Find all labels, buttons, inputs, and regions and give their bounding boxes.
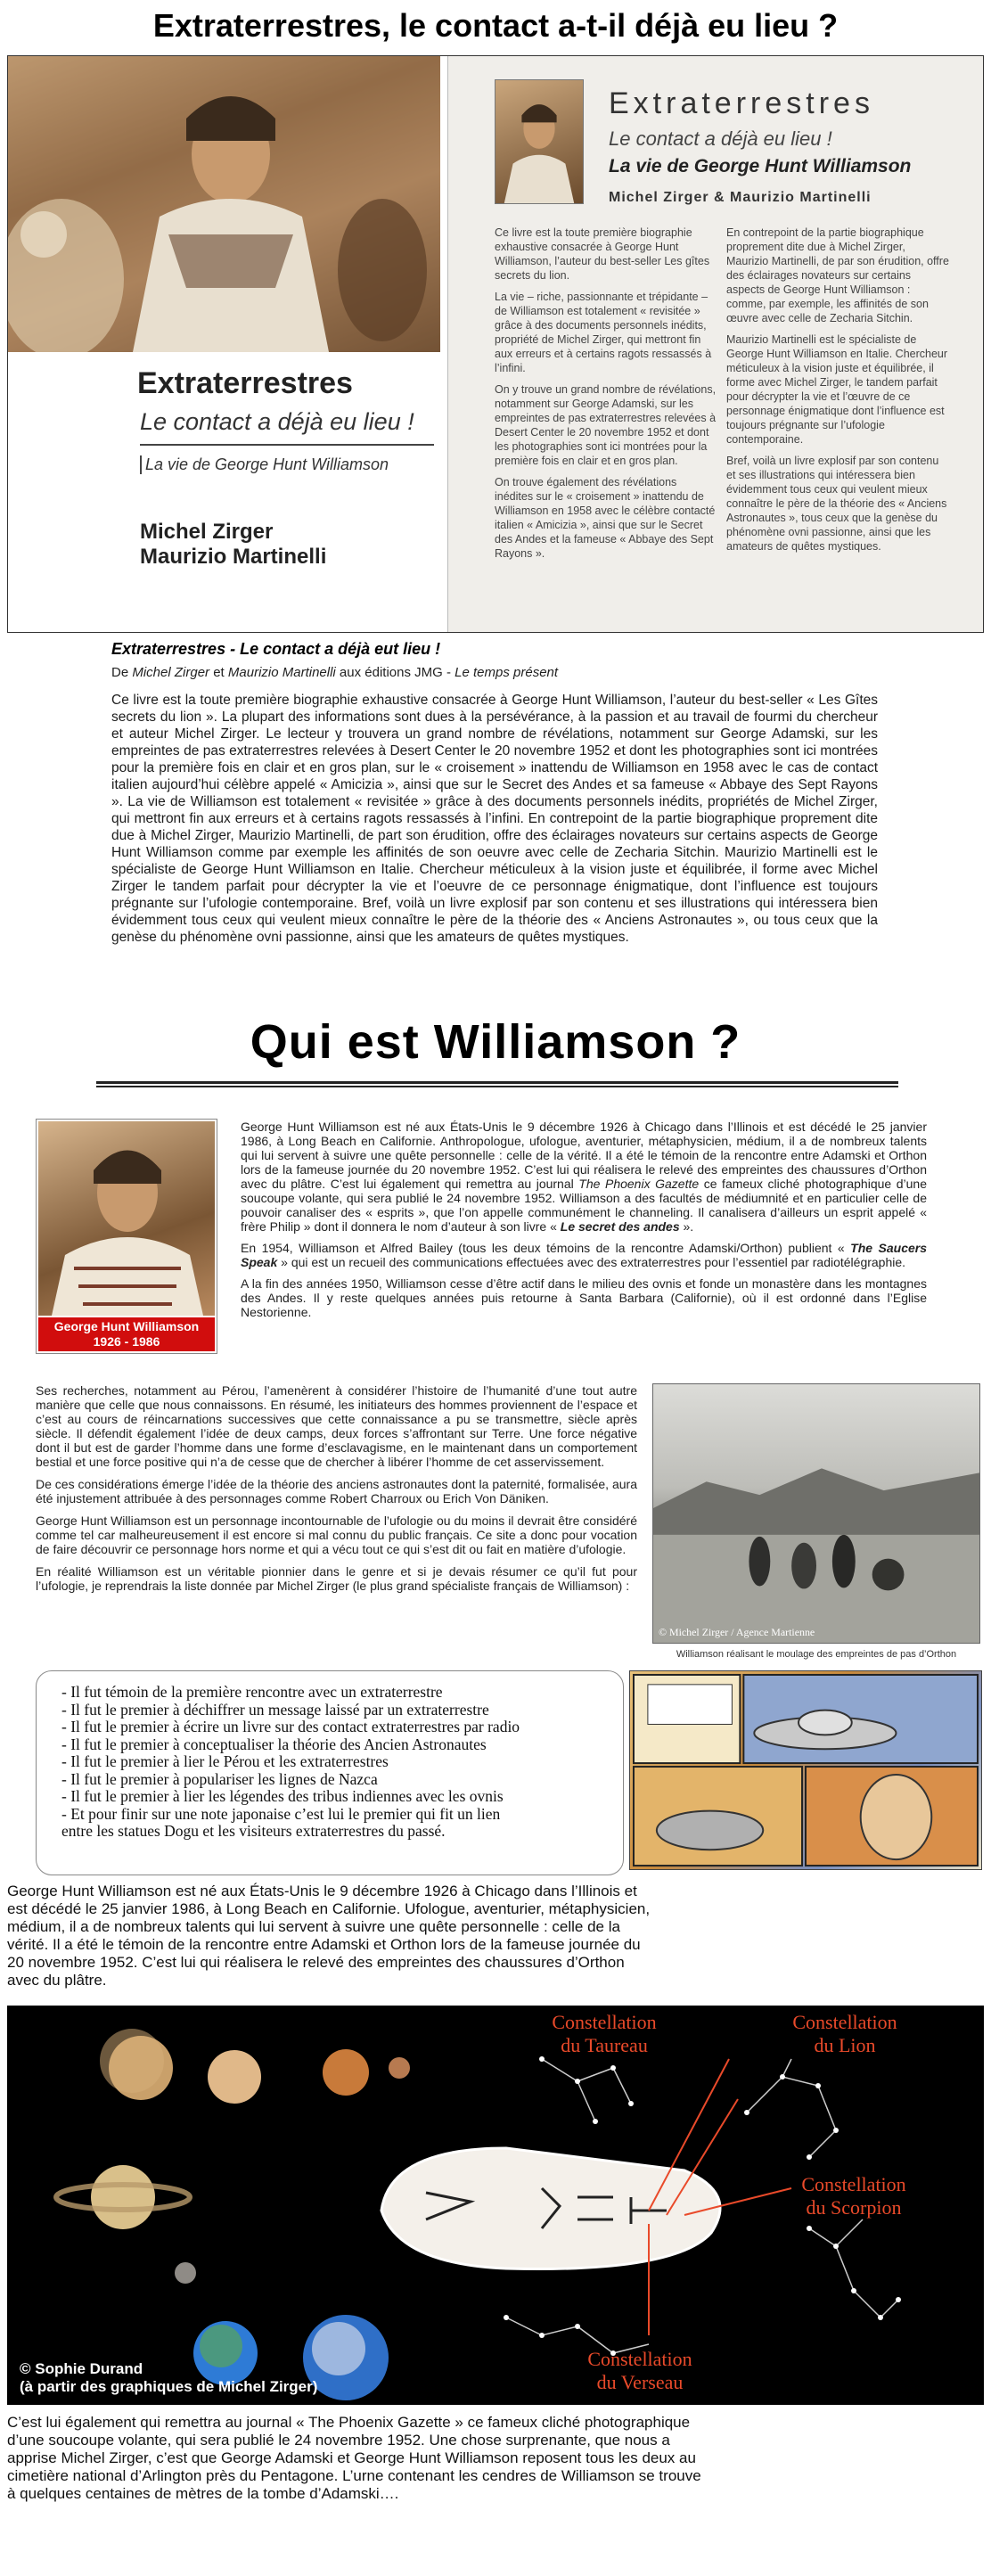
front-cover-photo bbox=[8, 56, 440, 352]
back-cover-authors: Michel Zirger & Maurizio Martinelli bbox=[609, 190, 872, 205]
front-cover-author2: Maurizio Martinelli bbox=[140, 545, 327, 569]
scorpio-label bbox=[756, 2173, 952, 2219]
taurus-label bbox=[506, 2011, 702, 2057]
section-title: Qui est Williamson ? bbox=[250, 1015, 741, 1069]
bio-text: ce fameux cliché photographique d’une soucoupe volante, qui sera publié le 24 novembre 1952. Williamson a des facultés de médiumnité et en particulier celle de pouvoir canaliser des « esprits », que l’on appelle communément le channeling. Il canalisera d’ailleurs un esprit appelé « frère Philip » dont il donnera le nom d’auteur à son livre « bbox=[241, 1177, 927, 1234]
comic-illustration bbox=[629, 1670, 982, 1870]
book-cover-banner bbox=[7, 55, 984, 633]
front-cover-life: La vie de George Hunt Williamson bbox=[140, 455, 434, 474]
byline-publisher: aux éditions JMG - bbox=[335, 665, 455, 680]
image-credit-line1: © Sophie Durand bbox=[20, 2360, 143, 2377]
back-cover-paragraph: Ce livre est la toute première biographie exhaustive consacrée à George Hunt Williamson, l’auteur du best-seller Les gîtes secrets du lion. bbox=[495, 226, 710, 282]
bio-text: ». bbox=[679, 1219, 694, 1234]
theory-paragraph: En réalité Williamson est un véritable pionnier dans le genre et si je devais résumer ce qu’il fut pour l’ufologie, je reprendrais la liste donnée par Michel Zirger (le plus grand spécialiste français de Williamson) : bbox=[36, 1564, 637, 1593]
back-cover-column-left bbox=[495, 226, 717, 568]
front-cover-subtitle: Le contact a déjà eu lieu ! bbox=[140, 408, 414, 435]
scorpio-label-line1: Constellation bbox=[801, 2173, 906, 2195]
front-cover bbox=[8, 56, 440, 632]
page-title: Extraterrestres, le contact a-t-il déjà eu lieu ? bbox=[152, 7, 839, 44]
leo-label-line2: du Lion bbox=[814, 2034, 876, 2056]
intro-text: Ce livre est la toute première biographie exhaustive consacrée à George Hunt Williamson, l’auteur du best-seller « Les Gîtes secrets du lion ». La plupart des informations sont dues à la persévérance, à la passion et au travail de fourmi du chercheur et auteur Michel Zirger. Le lecteur y trouvera un grand nombre de révélations, notamment sur George Adamski, sur les empreintes de pas extraterrestres relevées à Desert Center le 20 novembre 1952 et dont les photographies sont ici montrées pour la première fois en clair et en gros plan, sur le « croisement » inattendu de Williamson en 1958 avec le cas de contact italien aujourd’hui célèbre appelé « Amicizia », ainsi que sur le Secret des Andes et sa fameuse « Abbaye des Sept Rayons ». La vie de Williamson est totalement « revisitée » grâce à des documents personnels inédits, propriétés de Michel Zirger, qui mettront fin aux erreurs et à certains ragots ressassés à l’infini. En contrepoint de la partie biographique proprement dite due à Michel Zirger, Maurizio Martinelli, de part son érudition, offre des éclairages novateurs sur certains aspects de George Hunt Williamson comme par exemple les affinités de son oeuvre avec celle de Zecharia Sitchin. Maurizio Martinelli est le spécialiste de George Hunt Williamson en Italie. Chercheur méticuleux à la vision juste et équilibrée, il forme avec Michel Zirger le tandem parfait pour décrypter la vie et l’oeuvre de ce personnage énigmatique, dont l’influence est toujours prégnante sur l’ufologie contemporaine. Bref, voilà un livre explosif par son contenu et ses illustrations qui intéressera bien évidemment tous ceux qui veulent mieux connaître le père de la théorie des « Anciens Astronautes », ou tous ceux que la genèse du phénomène ovni passionne, ainsi que les amateurs de quêtes mystiques. bbox=[111, 693, 878, 945]
aquarius-label bbox=[542, 2348, 738, 2394]
bio-book: The Saucers Speak bbox=[241, 1241, 928, 1269]
theory-paragraph: De ces considérations émerge l’idée de la théorie des anciens astronautes dont la paternité, formalisée, aura été injustement attribuée à des personnages comme Robert Charroux ou Erich Von Däniken. bbox=[36, 1477, 637, 1505]
photo-credit: © Michel Zirger / Agence Martienne bbox=[658, 1626, 815, 1639]
taurus-label-line1: Constellation bbox=[552, 2011, 657, 2033]
portrait-name: George Hunt Williamson bbox=[53, 1319, 200, 1333]
back-cover bbox=[447, 56, 983, 632]
desert-photo-caption: Williamson réalisant le moulage des empreintes de pas d’Orthon bbox=[676, 1649, 957, 1660]
list-item: - Il fut le premier à conceptualiser la théorie des Ancien Astronautes bbox=[61, 1735, 487, 1753]
leo-label bbox=[747, 2011, 943, 2057]
list-item: - Et pour finir sur une note japonaise c’est lui le premier qui fit un lien bbox=[61, 1804, 501, 1823]
bio-paragraph: A la fin des années 1950, Williamson cesse d’être actif dans le milieu des ovnis et fonde un monastère dans les montagnes des Andes. Il y reste quelques années puis retourne à Santa Barbara (Californie), où il est ordonné dans l’Eglise Nestorienne. bbox=[241, 1276, 927, 1319]
back-cover-paragraph: On trouve également des révélations inédites sur le « croisement » inattendu de Williamson en 1958 avec le célèbre contacté italien « Amicizia », ainsi que sur le Secret des Andes et la fameuse « Abbaye des Sept Rayons ». bbox=[495, 476, 716, 560]
list-item: - Il fut le premier à populariser les lignes de Nazca bbox=[61, 1769, 378, 1788]
byline-author1: Michel Zirger bbox=[132, 665, 210, 680]
back-cover-paragraph: La vie – riche, passionnante et trépidante – de Williamson est totalement « revisitée » grâce à des documents personnels inédits, propriété de Michel Zirger, qui mettront fin aux erreurs et à certains ragots ressassés à l’infini. bbox=[495, 291, 712, 374]
intro-byline bbox=[111, 665, 558, 680]
aquarius-label-line2: du Verseau bbox=[596, 2371, 684, 2393]
front-cover-author1: Michel Zirger bbox=[140, 520, 274, 544]
closing-text: C’est lui également qui remettra au journal « The Phoenix Gazette » ce fameux cliché photographique d’une soucoupe volante, qui sera publié le 24 novembre 1952. Une chose surprenante, que nous a apprise Michel Zirger, c’est que George Adamski et George Hunt Williamson reposent tous les deux au cimetière national d’Arlington près du Pentagone. L’urne contenant les cendres de Williamson se trouve à quelques centaines de mètres de la tombe d’Adamski…. bbox=[7, 2414, 701, 2502]
bio-paragraph bbox=[241, 1241, 927, 1269]
portrait-photo bbox=[38, 1121, 215, 1316]
theory-paragraph: George Hunt Williamson est un personnage incontournable de l’ufologie ou du moins il devrait être considéré comme tel car malheureusement il est encore si mal connu du public français. Ce site a donc pour vocation de faire découvrir ce personnage hors norme et qui a vécu tout ce qui s’est dit ou fait en matière d’ufologie. bbox=[36, 1514, 637, 1556]
double-rule bbox=[96, 1081, 898, 1087]
theory-paragraph: Ses recherches, notamment au Pérou, l’amenèrent à considérer l’histoire de l’humanité d’une tout autre manière que celle que nous connaissons. En résumé, les initiateurs des hommes proviennent de l’espace et c’est au cours de réincarnations successives que cette connaissance a pu se transmettre, siècle après siècle. Il défendit également l’idée de deux camps, deux forces s’affrontant sur Terre. Une force négative dont il but est de garder l’homme dans une forme d’esclavagisme, en le maintenant dans un comportement bestial et une force positive qui n’a de cesse que de chercher à libérer l’homme de cet asservissement. bbox=[36, 1383, 637, 1469]
front-cover-authors bbox=[140, 520, 326, 570]
byline-prefix: De bbox=[111, 665, 133, 680]
portrait bbox=[36, 1119, 217, 1354]
list-item: entre les statues Dogu et les visiteurs extraterrestres du passé. bbox=[61, 1822, 446, 1840]
byline-collection: Le temps présent bbox=[455, 665, 559, 680]
back-cover-paragraph: Bref, voilà un livre explosif par son contenu et ses illustrations qui intéressera bien évidemment tous ceux qui veulent mieux connaître le père de la théorie des « Anciens Astronautes », tous ceux que la genèse du phénomène ovni passionne, ainsi que les amateurs de quêtes mystiques. bbox=[726, 455, 947, 553]
image-credit-line2: (à partir des graphiques de Michel Zirger) bbox=[20, 2378, 318, 2395]
image-credit bbox=[20, 2360, 483, 2396]
portrait-caption bbox=[38, 1317, 215, 1351]
back-cover-title: Extraterrestres bbox=[609, 86, 874, 120]
back-cover-column-right bbox=[726, 226, 949, 561]
list-item: - Il fut le premier à écrire un livre sur des contact extraterrestres par radio bbox=[61, 1718, 520, 1735]
bio-text: » qui est un recueil des communications effectuées avec des extraterrestres pour l’essentiel par radiotélégraphie. bbox=[277, 1255, 906, 1269]
back-cover-paragraph: En contrepoint de la partie biographique proprement dite due à Michel Zirger, Maurizio Martinelli, de par son érudition, offre des éclairages novateurs sur certains aspects de George Hunt Williamson : comme, par exemple, les affinités de son œuvre avec celle de Zecharia Sitchin. bbox=[726, 226, 949, 324]
taurus-label-line2: du Taureau bbox=[561, 2034, 648, 2056]
back-cover-photo bbox=[495, 79, 584, 204]
bio-text: En 1954, Williamson et Alfred Bailey (tous les deux témoins de la rencontre Adamski/Orthon) publient « bbox=[241, 1241, 851, 1255]
theory-text bbox=[36, 1383, 637, 1601]
byline-author2: Maurizio Martinelli bbox=[227, 665, 336, 680]
pioneer-list bbox=[36, 1670, 624, 1875]
list-item: - Il fut le premier à déchiffrer un message laissé par un extraterrestre bbox=[61, 1700, 489, 1719]
scorpio-label-line2: du Scorpion bbox=[806, 2196, 902, 2219]
back-cover-paragraph: On y trouve un grand nombre de révélations, notamment sur George Adamski, sur les empreintes de pas extraterrestres relevées à Desert Center le 20 novembre 1952 et dont les photographies sont ici montrées pour la première fois en clair et en gros plan. bbox=[495, 383, 717, 467]
list-item: - Il fut le premier à lier les légendes des tribus indiennes avec les ovnis bbox=[61, 1787, 504, 1805]
portrait-dates: 1926 - 1986 bbox=[93, 1334, 160, 1349]
bio-book: Le secret des andes bbox=[560, 1219, 680, 1234]
back-cover-paragraph: Maurizio Martinelli est le spécialiste de George Hunt Williamson en Italie. Chercheur méticuleux à la vision juste et équilibrée, il forme avec Michel Zirger, le tandem parfait pour décrypter la vie et l’œuvre de ce personnage énigmatique dont l’influence est toujours prégnante sur l’ufologie contemporaine. bbox=[726, 333, 948, 446]
biography bbox=[241, 1120, 927, 1326]
constellation-graphic bbox=[7, 2006, 984, 2405]
bio-journal: The Phoenix Gazette bbox=[578, 1177, 700, 1191]
leo-label-line1: Constellation bbox=[792, 2011, 897, 2033]
back-cover-subtitle: Le contact a déjà eu lieu ! bbox=[609, 127, 832, 150]
divider bbox=[140, 444, 434, 446]
list-item: - Il fut le premier à lier le Pérou et les extraterrestres bbox=[61, 1752, 389, 1770]
aquarius-label-line1: Constellation bbox=[587, 2348, 692, 2370]
summary-text: George Hunt Williamson est né aux États-Unis le 9 décembre 1926 à Chicago dans l’Illinois et est décédé le 25 janvier 1986, à Long Beach en Californie. Ufologue, aventurier, métaphysicien, médium, il a de nombreux talents qui lui servent à suivre une quête personnelle : celle de la vérité. Il a été le témoin de la rencontre entre Adamski et Orthon lors de la fameuse journée du 20 novembre 1952. C’est lui qui réalisera le relevé des empreintes des chaussures d’Orthon avec du plâtre. bbox=[7, 1883, 651, 1989]
intro-heading: Extraterrestres - Le contact a déjà eut lieu ! bbox=[111, 640, 441, 658]
back-cover-life: La vie de George Hunt Williamson bbox=[609, 156, 912, 176]
bio-paragraph bbox=[241, 1120, 927, 1234]
list-item: - Il fut témoin de la première rencontre avec un extraterrestre bbox=[61, 1683, 443, 1701]
byline-and: et bbox=[209, 665, 228, 680]
front-cover-title: Extraterrestres bbox=[137, 366, 353, 400]
bio-text: George Hunt Williamson est né aux États-Unis le 9 décembre 1926 à Chicago dans l’Illinois et est décédé le 25 janvier 1986, à Long Beach en Californie. Anthropologue, ufologue, aventurier, métaphysicien, médium, il a de nombreux talents qui lui servent à suivre une quête personnelle : celle de la vérité. Il a été le témoin de la rencontre entre Adamski et Orthon lors de la fameuse journée du 20 novembre 1952. C’est lui qui réalisera le relevé des empreintes des chaussures d’Orthon avec du plâtre. C’est lui également qui remettra au journal bbox=[241, 1120, 927, 1191]
desert-photo bbox=[652, 1383, 980, 1644]
